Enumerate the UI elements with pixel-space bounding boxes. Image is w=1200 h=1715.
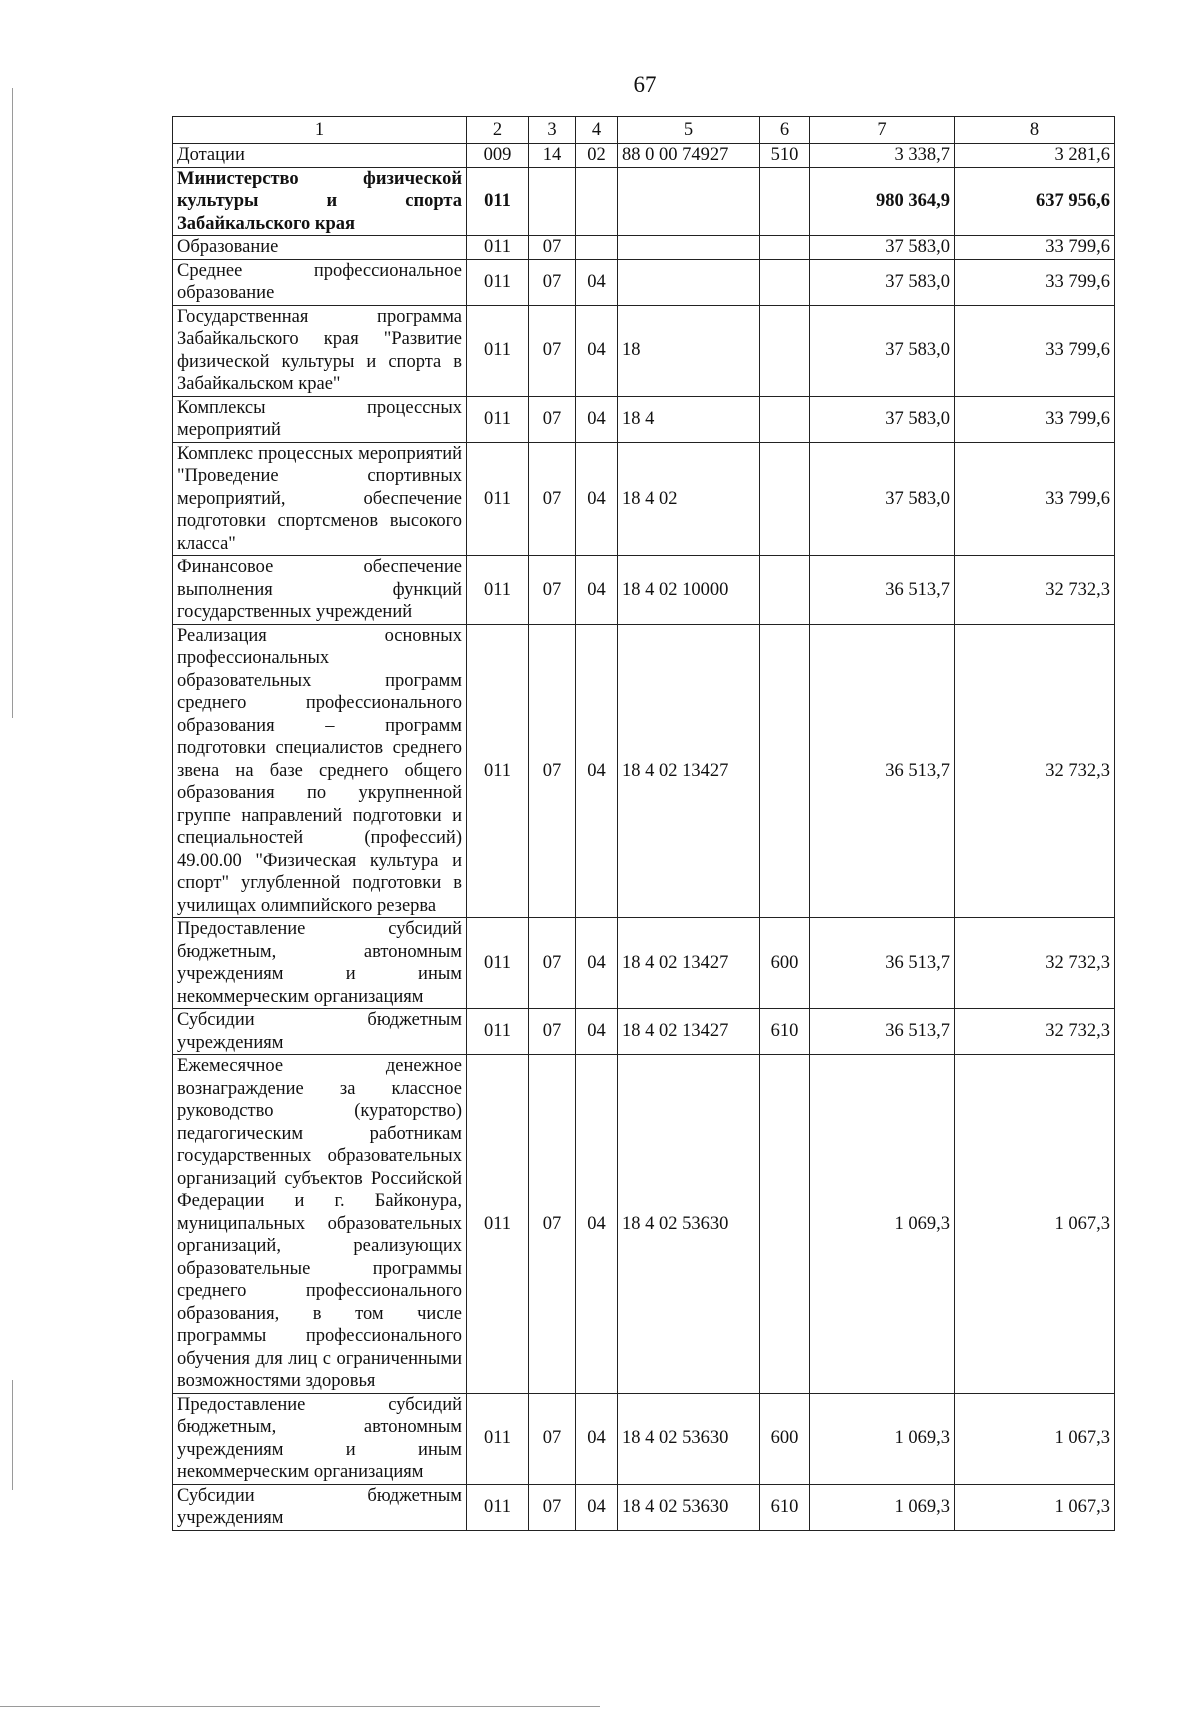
cell-code-5: 18 4: [618, 396, 760, 442]
row-name: Образование: [173, 236, 467, 260]
cell-code-6: [760, 305, 810, 396]
cell-code-3: 14: [529, 144, 576, 168]
cell-amount-8: 1 067,3: [955, 1055, 1115, 1394]
row-name: Предоставление субсидий бюджетным, автономным учреждениям и иным некоммерческим организациям: [173, 918, 467, 1009]
row-name: Комплексы процессных мероприятий: [173, 396, 467, 442]
cell-code-4: [576, 167, 618, 236]
cell-code-5: 18 4 02 53630: [618, 1484, 760, 1530]
cell-code-3: 07: [529, 1393, 576, 1484]
cell-code-2: 011: [467, 1009, 529, 1055]
cell-code-2: 011: [467, 918, 529, 1009]
column-header: 7: [810, 117, 955, 144]
cell-code-2: 011: [467, 259, 529, 305]
table-row: [173, 442, 1115, 556]
cell-code-4: 04: [576, 1009, 618, 1055]
cell-code-6: [760, 396, 810, 442]
header-row: [173, 117, 1115, 144]
cell-code-4: 04: [576, 396, 618, 442]
row-name: Дотации: [173, 144, 467, 168]
cell-amount-7: 1 069,3: [810, 1393, 955, 1484]
table-row: [173, 236, 1115, 260]
cell-code-4: 04: [576, 305, 618, 396]
cell-code-3: [529, 167, 576, 236]
cell-code-2: 011: [467, 442, 529, 556]
cell-code-6: 600: [760, 918, 810, 1009]
cell-code-2: 011: [467, 396, 529, 442]
table-row: [173, 624, 1115, 918]
cell-amount-8: 32 732,3: [955, 1009, 1115, 1055]
cell-code-5: 18: [618, 305, 760, 396]
cell-amount-7: 37 583,0: [810, 305, 955, 396]
cell-code-6: [760, 624, 810, 918]
cell-amount-7: 36 513,7: [810, 556, 955, 625]
cell-code-6: 510: [760, 144, 810, 168]
cell-code-6: [760, 236, 810, 260]
cell-amount-7: 37 583,0: [810, 396, 955, 442]
cell-code-2: 011: [467, 1055, 529, 1394]
cell-code-5: 18 4 02 53630: [618, 1393, 760, 1484]
cell-code-3: 07: [529, 1009, 576, 1055]
cell-amount-8: 32 732,3: [955, 624, 1115, 918]
cell-code-3: 07: [529, 624, 576, 918]
cell-code-5: 18 4 02 10000: [618, 556, 760, 625]
table-row: [173, 1484, 1115, 1530]
row-name: Субсидии бюджетным учреждениям: [173, 1484, 467, 1530]
table-row: [173, 305, 1115, 396]
cell-amount-8: 32 732,3: [955, 556, 1115, 625]
row-name: Среднее профессиональное образование: [173, 259, 467, 305]
cell-code-4: 04: [576, 1393, 618, 1484]
row-name: Комплекс процессных мероприятий "Проведение спортивных мероприятий, обеспечение подготовки спортсменов высокого класса": [173, 442, 467, 556]
cell-code-2: 011: [467, 624, 529, 918]
cell-code-4: 04: [576, 259, 618, 305]
table-row: [173, 918, 1115, 1009]
cell-amount-7: 36 513,7: [810, 918, 955, 1009]
cell-amount-7: 1 069,3: [810, 1055, 955, 1394]
cell-code-4: 04: [576, 1055, 618, 1394]
cell-code-6: [760, 442, 810, 556]
cell-amount-8: 3 281,6: [955, 144, 1115, 168]
cell-code-3: 07: [529, 918, 576, 1009]
table-row: [173, 556, 1115, 625]
cell-code-5: [618, 236, 760, 260]
cell-amount-7: 37 583,0: [810, 236, 955, 260]
cell-code-2: 011: [467, 236, 529, 260]
cell-amount-8: 1 067,3: [955, 1393, 1115, 1484]
cell-code-5: 18 4 02 13427: [618, 918, 760, 1009]
cell-code-2: 011: [467, 556, 529, 625]
table-row: [173, 1009, 1115, 1055]
cell-code-4: 04: [576, 624, 618, 918]
cell-code-4: 02: [576, 144, 618, 168]
cell-code-3: 07: [529, 1484, 576, 1530]
cell-code-5: [618, 259, 760, 305]
column-header: 5: [618, 117, 760, 144]
cell-code-3: 07: [529, 305, 576, 396]
cell-amount-8: 33 799,6: [955, 259, 1115, 305]
column-header: 4: [576, 117, 618, 144]
cell-code-6: 610: [760, 1484, 810, 1530]
cell-code-5: [618, 167, 760, 236]
table-row: [173, 259, 1115, 305]
cell-amount-8: 33 799,6: [955, 396, 1115, 442]
cell-code-4: 04: [576, 556, 618, 625]
row-name: Предоставление субсидий бюджетным, автономным учреждениям и иным некоммерческим организациям: [173, 1393, 467, 1484]
scan-margin-line: [12, 1380, 13, 1490]
cell-code-3: 07: [529, 1055, 576, 1394]
cell-amount-7: 3 338,7: [810, 144, 955, 168]
cell-amount-7: 36 513,7: [810, 624, 955, 918]
column-header: 8: [955, 117, 1115, 144]
cell-code-2: 009: [467, 144, 529, 168]
cell-code-6: [760, 556, 810, 625]
cell-code-4: 04: [576, 442, 618, 556]
cell-code-3: 07: [529, 259, 576, 305]
cell-amount-8: 33 799,6: [955, 442, 1115, 556]
cell-code-3: 07: [529, 556, 576, 625]
row-name: Финансовое обеспечение выполнения функций государственных учреждений: [173, 556, 467, 625]
cell-amount-8: 1 067,3: [955, 1484, 1115, 1530]
cell-code-5: 88 0 00 74927: [618, 144, 760, 168]
row-name: Реализация основных профессиональных образовательных программ среднего профессионального образования – программ подготовки специалистов среднего звена на базе среднего общего образования по укрупненной группе направлений подготовки и специальностей (профессий) 49.00.00 "Физическая культура и спорт" углубленной подготовки в училищах олимпийского резерва: [173, 624, 467, 918]
column-header: 2: [467, 117, 529, 144]
row-name: Субсидии бюджетным учреждениям: [173, 1009, 467, 1055]
cell-code-4: 04: [576, 1484, 618, 1530]
scan-margin-line: [12, 88, 13, 718]
cell-code-2: 011: [467, 1393, 529, 1484]
cell-code-2: 011: [467, 1484, 529, 1530]
table-row: [173, 144, 1115, 168]
cell-code-3: 07: [529, 442, 576, 556]
cell-code-6: 600: [760, 1393, 810, 1484]
budget-table: [172, 116, 1115, 1531]
cell-amount-7: 37 583,0: [810, 442, 955, 556]
cell-code-3: 07: [529, 396, 576, 442]
column-header: 1: [173, 117, 467, 144]
cell-amount-7: 37 583,0: [810, 259, 955, 305]
cell-code-4: 04: [576, 918, 618, 1009]
table-row: [173, 1055, 1115, 1394]
row-name: Государственная программа Забайкальского края "Развитие физической культуры и спорта в Забайкальском крае": [173, 305, 467, 396]
cell-code-6: [760, 167, 810, 236]
cell-code-5: 18 4 02 13427: [618, 1009, 760, 1055]
cell-code-2: 011: [467, 167, 529, 236]
cell-amount-7: 36 513,7: [810, 1009, 955, 1055]
cell-amount-8: 637 956,6: [955, 167, 1115, 236]
cell-code-6: [760, 1055, 810, 1394]
cell-amount-7: 1 069,3: [810, 1484, 955, 1530]
cell-code-2: 011: [467, 305, 529, 396]
table-row: [173, 1393, 1115, 1484]
cell-code-5: 18 4 02: [618, 442, 760, 556]
cell-code-5: 18 4 02 53630: [618, 1055, 760, 1394]
cell-amount-8: 32 732,3: [955, 918, 1115, 1009]
cell-code-5: 18 4 02 13427: [618, 624, 760, 918]
column-header: 6: [760, 117, 810, 144]
row-name: Ежемесячное денежное вознаграждение за классное руководство (кураторство) педагогическим работникам государственных образовательных организаций субъектов Российской Федерации и г. Байконура, муниципальных образовательных организаций, реализующих образовательные программы среднего профессионального образования, в том числе программы профессионального обучения для лиц с ограниченными возможностями здоровья: [173, 1055, 467, 1394]
page-number: 67: [633, 72, 657, 97]
column-header: 3: [529, 117, 576, 144]
cell-amount-8: 33 799,6: [955, 305, 1115, 396]
table-row: [173, 396, 1115, 442]
scan-bottom-line: [0, 1706, 600, 1707]
cell-code-4: [576, 236, 618, 260]
cell-code-6: 610: [760, 1009, 810, 1055]
cell-amount-8: 33 799,6: [955, 236, 1115, 260]
row-name: Министерство физической культуры и спорта Забайкальского края: [173, 167, 467, 236]
table-row: [173, 167, 1115, 236]
cell-code-6: [760, 259, 810, 305]
cell-amount-7: 980 364,9: [810, 167, 955, 236]
cell-code-3: 07: [529, 236, 576, 260]
